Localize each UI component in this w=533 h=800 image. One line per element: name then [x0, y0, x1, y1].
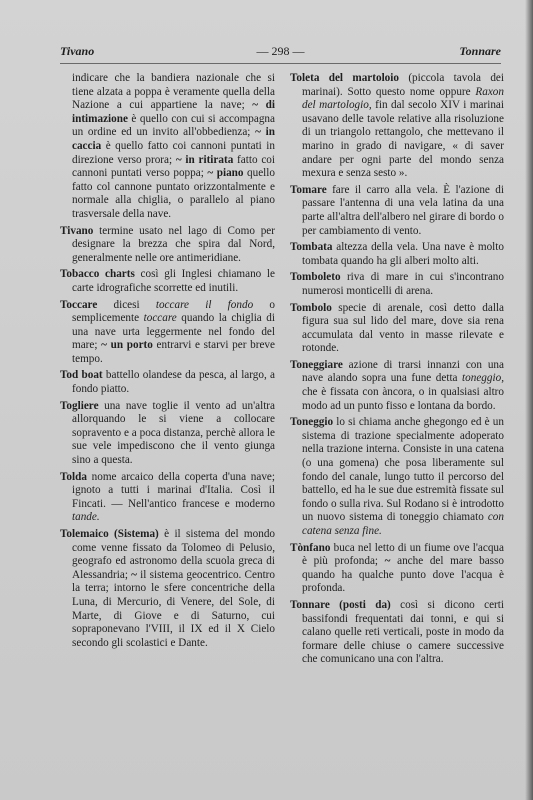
entry-text: fin dal secolo XIV i marinai usavano delle tavole relative alla risoluzione di un triangolo rettangolo, che mettevano il marino in grado di navigare, « di saver andare per ogni parte del mondo senza mexura e senza sesto ». [302, 99, 504, 180]
entry-text: termine usato nel lago di Como per designare la brezza che spira dal Nord, generalmente nelle ore antimeridiane. [72, 224, 275, 264]
entry-text: quello fatto col cannone puntato orizzontalmente e normale alla chiglia, o parallelo al piano trasversale della nave. [72, 167, 275, 220]
entry-text: è quello fatto coi cannoni puntati in direzione verso prora; [72, 139, 275, 166]
entry-term: Toccare [60, 298, 98, 311]
entry-text: riva di mare in cui s'incontrano numerosi monticelli di arena. [302, 271, 504, 297]
entry-text: (piccola tavola dei marinai). Sotto questo nome oppure [302, 72, 504, 98]
entry-italic-text: toneggio, [462, 372, 504, 385]
entry-text: è quello con cui si accompagna un ordine ed un invito all'obbedienza; [72, 112, 275, 139]
entry-text: entrarvi e starvi per breve tempo. [72, 339, 275, 365]
entry-text: nome arcaico della coperta d'una nave; ignoto a tutti i marinai d'Italia. Così il Fincati. — Nell'antico francese e moderno [72, 470, 275, 510]
entry-text: fare il carro alla vela. È l'azione di passare l'antenna di una vela latina da una parte all'altra dell'albero nel girare di bordo o per cambiamento di vento. [302, 183, 504, 237]
dictionary-entry [290, 542, 504, 596]
entry-text: specie di arenale, così detto dalla figura sua sul lido del mare, dove sia rena accumulata dal vento in masse rilevate e rotonde. [302, 301, 504, 355]
dictionary-entry [290, 184, 504, 238]
entry-term: ~ piano [207, 167, 244, 180]
entry-text: buca nel letto di un fiume ove l'acqua è più profonda; [302, 541, 504, 568]
entry-text: anche del mare basso quando ha qualche punto dove l'acqua è profonda. [302, 555, 504, 595]
dictionary-entry [290, 359, 504, 413]
dictionary-entry [60, 528, 275, 650]
page-number: — 298 — [256, 44, 305, 58]
entry-term: Toneggio [290, 416, 334, 429]
entry-term: Tonnare (posti da) [290, 598, 391, 611]
dictionary-entry [60, 72, 275, 222]
entry-text: dicesi [97, 298, 156, 311]
entry-italic-text: con catena senza fine. [302, 511, 504, 537]
entry-term: Tolda [60, 470, 87, 483]
entry-term: Tombata [290, 241, 333, 254]
entry-text: lo si chiama anche ghegongo ed è un sistema di trazione specialmente adoperato nella trazione interna. Consiste in una catena (o una gomena) che posa liberamente sul fondo del canale, lungo tutto il percorso del battello, ed ha le sue due estremità fissate sul fondo o sulla riva. Sul Rodano si è introdotto un nuovo sistema di toneggio chiamato [302, 416, 504, 524]
running-header [60, 42, 501, 62]
entry-italic-text: toccare il fondo [155, 298, 254, 311]
dictionary-entry [290, 416, 504, 538]
dictionary-entry [290, 271, 504, 298]
entry-term: Tolemaico (Sistema) [60, 528, 159, 540]
dictionary-entry [60, 268, 275, 295]
entry-term: Togliere [60, 399, 99, 412]
entry-term: Toneggiare [290, 358, 343, 371]
entry-term: ~ in caccia [72, 126, 275, 152]
dictionary-entry [60, 471, 275, 525]
page-edge-shadow [525, 0, 533, 800]
dictionary-entry [60, 369, 275, 396]
entry-italic-text: Raxon del martologio, [302, 85, 504, 112]
entry-term: Tombolo [290, 301, 332, 314]
entry-term: ~ di intimazione [72, 99, 275, 125]
dictionary-entry [290, 72, 504, 181]
header-rule [60, 63, 501, 64]
header-right-keyword: Tonnare [459, 44, 501, 58]
entry-text: che è fissata con àncora, o in qualsiasi altro modo ad un punto fisso e lontana da bordo. [302, 386, 504, 412]
entry-term: Tomare [290, 183, 327, 196]
entry-term: Tod boat [60, 369, 103, 382]
entry-term: Toleta del martoloio [290, 72, 399, 84]
entry-text: battello olandese da pesca, al largo, a fondo piatto. [72, 369, 276, 396]
dictionary-entry [60, 299, 275, 367]
entry-text: altezza della vela. Una nave è molto tombata quando ha gli alberi molto alti. [302, 241, 504, 267]
header-left-keyword: Tivano [60, 44, 95, 58]
entry-text: indicare che la bandiera nazionale che si tiene alzata a poppa è veramente quella della Nazione a cui appartiene la nave; [72, 72, 275, 112]
dictionary-entry [60, 225, 275, 266]
entry-italic-text: toccare [143, 312, 177, 325]
entry-text: così gli Inglesi chiamano le carte idrografiche scorrette ed inutili. [72, 268, 275, 294]
dictionary-entry [290, 241, 504, 268]
entry-term: Tivano [60, 224, 94, 237]
entry-term: ~ un porto [101, 339, 153, 352]
entry-text: è il sistema del mondo come venne fissato da Tolomeo di Pelusio, geografo ed astronomo della scuola greca di Alessandria; [72, 528, 276, 581]
entry-term: Tobacco charts [60, 268, 135, 281]
entry-term: Tònfano [290, 541, 331, 554]
entry-text: fatto coi cannoni puntati verso poppa; [72, 153, 275, 180]
entry-text: il sistema geocentrico. Centro la terra; intorno le sfere concentriche della Luna, di Mercurio, di Venere, del Sole, di Marte, di Giove e di Saturno, cui sopraponevano l'VIII, il IX ed il X Cielo secondo gli scolastici e Dante. [72, 568, 276, 649]
entry-italic-text: tande. [72, 511, 100, 524]
entry-term: ~ [384, 555, 391, 568]
entry-text: o semplicemente [72, 298, 275, 325]
dictionary-entry [290, 599, 504, 667]
entry-term: ~ in ritirata [175, 153, 234, 166]
entry-term: ~ [131, 568, 137, 581]
entry-term: Tomboleto [290, 271, 341, 284]
dictionary-entry [290, 302, 504, 356]
entry-text: una nave toglie il vento ad un'altra allorquando le si viene a collocare sopravento e a poca distanza, perchè allora le sue vele impediscono che il vento giunga sino a questa. [72, 399, 275, 467]
left-column [60, 72, 275, 653]
entry-text: così si dicono certi bassifondi frequentati dai tonni, e qui si calano quelle reti verticali, poste in modo da formare delle chiuse o camere successive che comunicano una con l'altra. [302, 598, 504, 666]
dictionary-entry [60, 400, 275, 468]
entry-text: quando la chiglia di una nave urta leggermente nel fondo del mare; [72, 312, 275, 352]
right-column [290, 72, 504, 670]
entry-text: azione di trarsi innanzi con una nave alando sopra una fune detta [302, 358, 504, 385]
